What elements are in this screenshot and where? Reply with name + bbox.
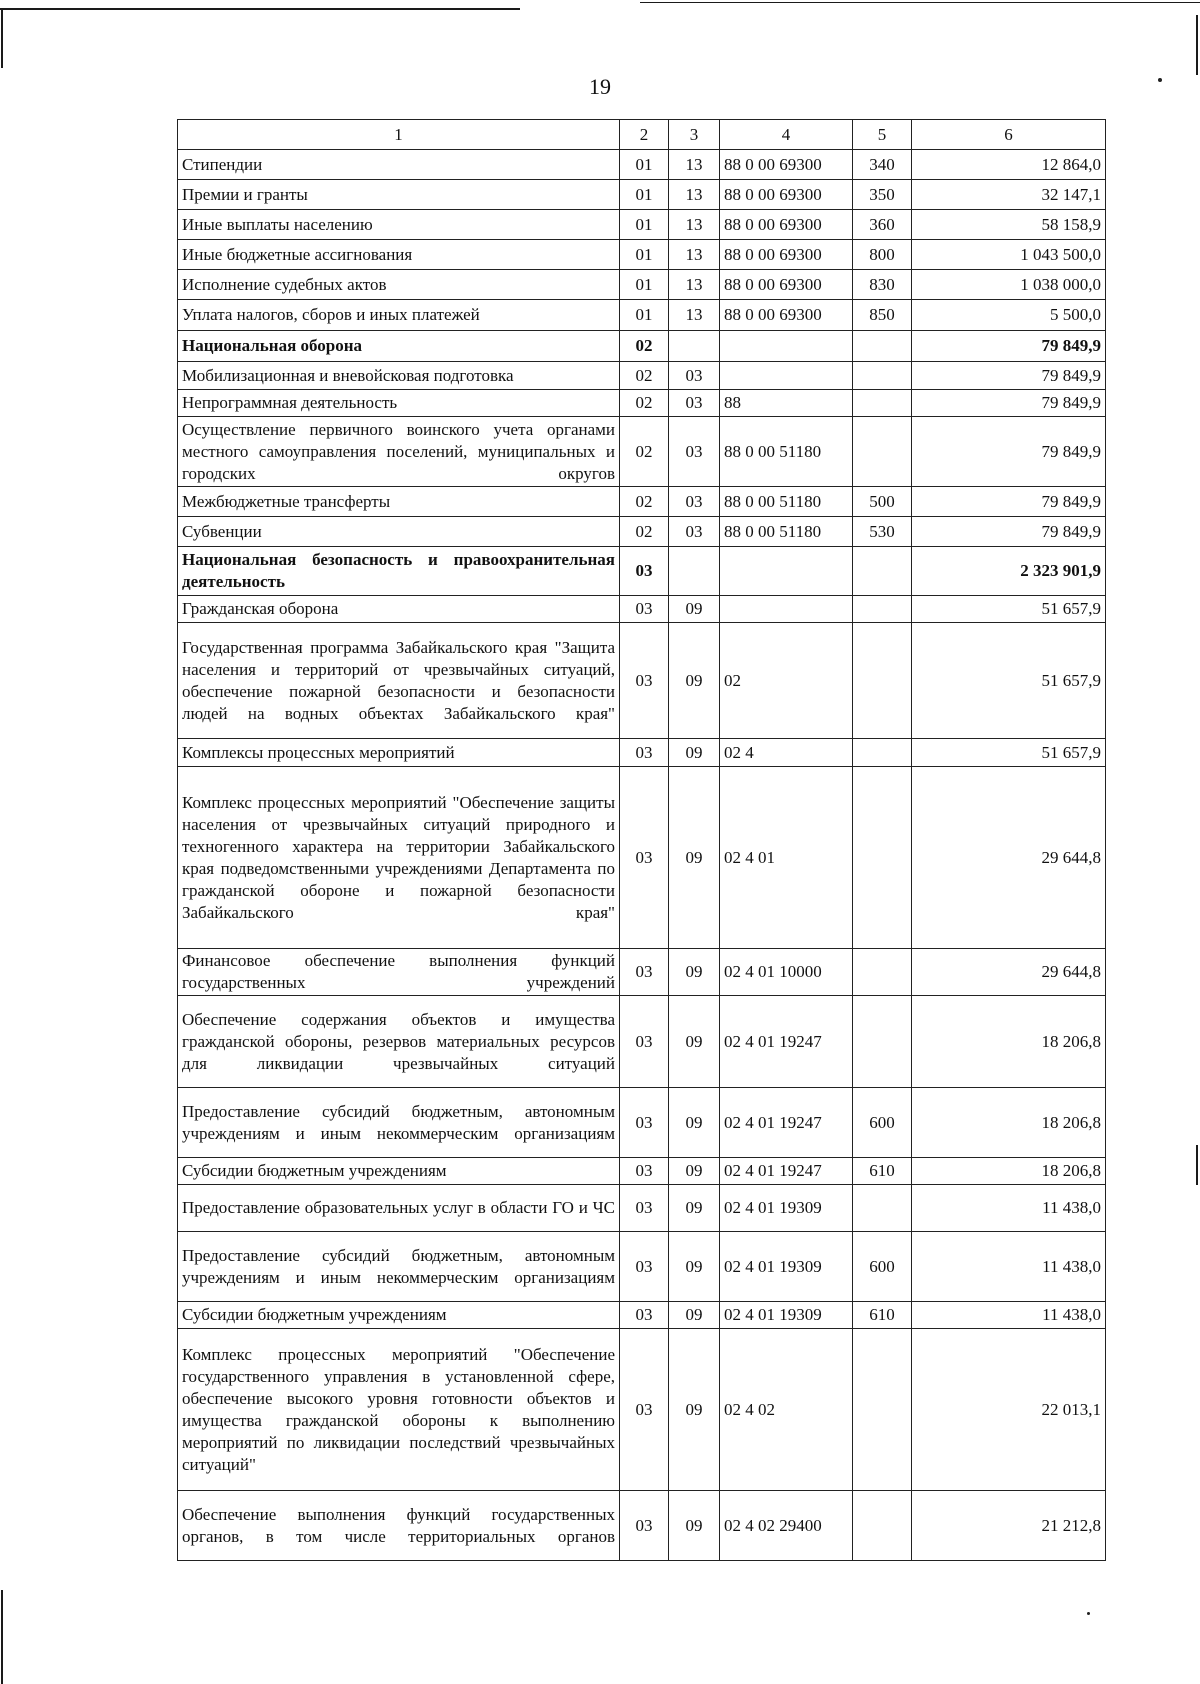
cell-amount: 51 657,9	[912, 623, 1106, 739]
cell-section: 02	[620, 517, 669, 547]
cell-expense-type	[853, 739, 912, 767]
table-row	[178, 517, 1106, 547]
cell-amount: 29 644,8	[912, 767, 1106, 949]
cell-expense-type	[853, 996, 912, 1088]
cell-target-code: 02 4 01 19247	[720, 996, 853, 1088]
cell-expense-type: 610	[853, 1302, 912, 1329]
cell-section: 03	[620, 1329, 669, 1491]
cell-target-code: 02 4 01	[720, 767, 853, 949]
cell-section: 01	[620, 180, 669, 210]
cell-section: 03	[620, 1185, 669, 1232]
column-header: 3	[669, 120, 720, 150]
cell-section: 03	[620, 1088, 669, 1158]
cell-amount: 11 438,0	[912, 1302, 1106, 1329]
row-name: Комплекс процессных мероприятий "Обеспечение государственного управления в установленной сфере, обеспечение высокого уровня готовности объектов и имущества гражданской обороны к выполнению мероприятий по ликвидации последствий чрезвычайных ситуаций"	[178, 1329, 620, 1491]
cell-subsection: 09	[669, 1185, 720, 1232]
cell-expense-type: 850	[853, 300, 912, 331]
column-header: 5	[853, 120, 912, 150]
cell-section: 03	[620, 1302, 669, 1329]
cell-target-code: 88	[720, 390, 853, 417]
row-name: Осуществление первичного воинского учета органами местного самоуправления поселений, муниципальных и городских округов	[178, 417, 620, 487]
cell-subsection: 03	[669, 517, 720, 547]
cell-target-code: 02 4 01 19247	[720, 1088, 853, 1158]
cell-target-code: 02 4 01 19309	[720, 1185, 853, 1232]
cell-section: 03	[620, 623, 669, 739]
cell-amount: 12 864,0	[912, 150, 1106, 180]
table-row	[178, 180, 1106, 210]
table-row	[178, 300, 1106, 331]
row-name: Исполнение судебных актов	[178, 270, 620, 300]
cell-expense-type	[853, 1329, 912, 1491]
cell-subsection: 13	[669, 180, 720, 210]
table-row	[178, 739, 1106, 767]
row-name: Непрограммная деятельность	[178, 390, 620, 417]
cell-amount: 79 849,9	[912, 390, 1106, 417]
cell-subsection: 09	[669, 1302, 720, 1329]
cell-section: 02	[620, 487, 669, 517]
cell-amount: 32 147,1	[912, 180, 1106, 210]
cell-target-code: 88 0 00 69300	[720, 180, 853, 210]
cell-amount: 21 212,8	[912, 1491, 1106, 1561]
cell-expense-type	[853, 547, 912, 596]
table-row	[178, 1329, 1106, 1491]
row-name: Финансовое обеспечение выполнения функций государственных учреждений	[178, 949, 620, 996]
cell-subsection: 03	[669, 487, 720, 517]
cell-subsection: 13	[669, 270, 720, 300]
cell-subsection: 09	[669, 1232, 720, 1302]
cell-section: 01	[620, 240, 669, 270]
cell-expense-type	[853, 949, 912, 996]
table-row	[178, 1302, 1106, 1329]
scan-speck	[1087, 1612, 1090, 1615]
cell-amount: 79 849,9	[912, 517, 1106, 547]
cell-amount: 11 438,0	[912, 1185, 1106, 1232]
cell-section: 02	[620, 417, 669, 487]
row-name: Предоставление субсидий бюджетным, автономным учреждениям и иным некоммерческим организациям	[178, 1088, 620, 1158]
row-name: Обеспечение содержания объектов и имущества гражданской обороны, резервов материальных ресурсов для ликвидации чрезвычайных ситуаций	[178, 996, 620, 1088]
cell-section: 01	[620, 150, 669, 180]
cell-section: 01	[620, 300, 669, 331]
cell-subsection: 09	[669, 596, 720, 623]
cell-section: 01	[620, 210, 669, 240]
row-name: Иные выплаты населению	[178, 210, 620, 240]
row-name: Субсидии бюджетным учреждениям	[178, 1302, 620, 1329]
cell-subsection: 03	[669, 390, 720, 417]
cell-section: 03	[620, 1491, 669, 1561]
cell-subsection: 09	[669, 949, 720, 996]
cell-expense-type	[853, 596, 912, 623]
cell-amount: 5 500,0	[912, 300, 1106, 331]
cell-section: 02	[620, 362, 669, 390]
row-name: Предоставление образовательных услуг в области ГО и ЧС	[178, 1185, 620, 1232]
scan-border-top-right	[640, 2, 1200, 3]
cell-subsection: 13	[669, 300, 720, 331]
cell-expense-type	[853, 623, 912, 739]
cell-expense-type	[853, 417, 912, 487]
cell-amount: 11 438,0	[912, 1232, 1106, 1302]
column-header: 2	[620, 120, 669, 150]
cell-target-code: 88 0 00 69300	[720, 300, 853, 331]
row-name: Комплексы процессных мероприятий	[178, 739, 620, 767]
table-row	[178, 1185, 1106, 1232]
table-row	[178, 596, 1106, 623]
cell-expense-type: 350	[853, 180, 912, 210]
row-name: Гражданская оборона	[178, 596, 620, 623]
table-row	[178, 1232, 1106, 1302]
cell-subsection: 09	[669, 767, 720, 949]
table-row	[178, 210, 1106, 240]
cell-amount: 22 013,1	[912, 1329, 1106, 1491]
cell-subsection: 13	[669, 240, 720, 270]
cell-expense-type: 530	[853, 517, 912, 547]
cell-amount: 1 043 500,0	[912, 240, 1106, 270]
cell-expense-type	[853, 390, 912, 417]
cell-expense-type: 610	[853, 1158, 912, 1185]
table-row-section	[178, 547, 1106, 596]
cell-subsection: 03	[669, 362, 720, 390]
table-row	[178, 150, 1106, 180]
table-row	[178, 1491, 1106, 1561]
cell-expense-type: 340	[853, 150, 912, 180]
row-name: Предоставление субсидий бюджетным, автономным учреждениям и иным некоммерческим организациям	[178, 1232, 620, 1302]
cell-subsection: 13	[669, 150, 720, 180]
cell-expense-type: 600	[853, 1232, 912, 1302]
cell-amount: 79 849,9	[912, 362, 1106, 390]
row-name: Национальная оборона	[178, 331, 620, 362]
cell-target-code	[720, 331, 853, 362]
table-header-row	[178, 120, 1106, 150]
cell-target-code: 88 0 00 51180	[720, 487, 853, 517]
cell-subsection: 03	[669, 417, 720, 487]
cell-subsection: 09	[669, 996, 720, 1088]
cell-section: 03	[620, 547, 669, 596]
column-header: 4	[720, 120, 853, 150]
scan-border-right-mid	[1196, 1145, 1198, 1185]
cell-subsection: 09	[669, 1158, 720, 1185]
cell-target-code: 02 4 02	[720, 1329, 853, 1491]
row-name: Обеспечение выполнения функций государственных органов, в том числе территориальных органов	[178, 1491, 620, 1561]
column-header: 6	[912, 120, 1106, 150]
scan-border-right	[1196, 15, 1198, 75]
cell-subsection: 09	[669, 1491, 720, 1561]
cell-target-code: 88 0 00 69300	[720, 240, 853, 270]
cell-section: 03	[620, 596, 669, 623]
scan-border-left	[1, 8, 3, 68]
table-row	[178, 1158, 1106, 1185]
column-header: 1	[178, 120, 620, 150]
cell-section: 03	[620, 949, 669, 996]
row-name: Мобилизационная и вневойсковая подготовка	[178, 362, 620, 390]
cell-section: 03	[620, 1158, 669, 1185]
cell-target-code	[720, 596, 853, 623]
cell-section: 02	[620, 390, 669, 417]
table-row	[178, 949, 1106, 996]
cell-expense-type	[853, 1185, 912, 1232]
cell-amount: 1 038 000,0	[912, 270, 1106, 300]
cell-subsection: 09	[669, 1088, 720, 1158]
cell-expense-type: 500	[853, 487, 912, 517]
row-name: Межбюджетные трансферты	[178, 487, 620, 517]
row-name: Комплекс процессных мероприятий "Обеспечение защиты населения от чрезвычайных ситуаций природного и техногенного характера на территории Забайкальского края подведомственными учреждениями Департамента по гражданской обороне и пожарной безопасности Забайкальского края"	[178, 767, 620, 949]
budget-table	[177, 119, 1106, 1561]
cell-subsection	[669, 331, 720, 362]
table-row	[178, 417, 1106, 487]
row-name: Государственная программа Забайкальского края "Защита населения и территорий от чрезвычайных ситуаций, обеспечение пожарной безопасности и безопасности людей на водных объектах Забайкальского края"	[178, 623, 620, 739]
cell-amount: 18 206,8	[912, 1088, 1106, 1158]
cell-expense-type: 830	[853, 270, 912, 300]
cell-amount: 2 323 901,9	[912, 547, 1106, 596]
cell-section: 01	[620, 270, 669, 300]
cell-subsection: 09	[669, 623, 720, 739]
row-name: Субвенции	[178, 517, 620, 547]
cell-amount: 79 849,9	[912, 331, 1106, 362]
table-row	[178, 767, 1106, 949]
cell-expense-type: 360	[853, 210, 912, 240]
cell-subsection: 09	[669, 739, 720, 767]
row-name: Стипендии	[178, 150, 620, 180]
cell-target-code: 02 4 02 29400	[720, 1491, 853, 1561]
table-row-section	[178, 331, 1106, 362]
cell-expense-type	[853, 767, 912, 949]
cell-subsection: 13	[669, 210, 720, 240]
cell-amount: 18 206,8	[912, 1158, 1106, 1185]
row-name: Уплата налогов, сборов и иных платежей	[178, 300, 620, 331]
row-name: Премии и гранты	[178, 180, 620, 210]
cell-target-code	[720, 547, 853, 596]
table-row	[178, 240, 1106, 270]
cell-expense-type	[853, 331, 912, 362]
cell-amount: 79 849,9	[912, 487, 1106, 517]
cell-target-code: 88 0 00 51180	[720, 417, 853, 487]
cell-subsection: 09	[669, 1329, 720, 1491]
cell-expense-type	[853, 1491, 912, 1561]
table-row	[178, 1088, 1106, 1158]
cell-section: 03	[620, 996, 669, 1088]
cell-amount: 18 206,8	[912, 996, 1106, 1088]
cell-section: 03	[620, 1232, 669, 1302]
cell-amount: 58 158,9	[912, 210, 1106, 240]
cell-target-code: 02	[720, 623, 853, 739]
cell-target-code: 88 0 00 69300	[720, 210, 853, 240]
table-row	[178, 623, 1106, 739]
cell-expense-type: 600	[853, 1088, 912, 1158]
cell-target-code	[720, 362, 853, 390]
cell-target-code: 02 4 01 19309	[720, 1232, 853, 1302]
cell-section: 02	[620, 331, 669, 362]
cell-amount: 79 849,9	[912, 417, 1106, 487]
cell-target-code: 02 4 01 10000	[720, 949, 853, 996]
table-row	[178, 362, 1106, 390]
cell-target-code: 02 4 01 19247	[720, 1158, 853, 1185]
cell-target-code: 02 4 01 19309	[720, 1302, 853, 1329]
cell-amount: 51 657,9	[912, 739, 1106, 767]
cell-expense-type	[853, 362, 912, 390]
cell-amount: 51 657,9	[912, 596, 1106, 623]
table-row	[178, 996, 1106, 1088]
scan-border-top	[0, 8, 520, 10]
cell-section: 03	[620, 739, 669, 767]
page-number: 19	[589, 74, 611, 99]
scan-border-left-lower	[1, 1590, 3, 1684]
cell-target-code: 88 0 00 69300	[720, 270, 853, 300]
row-name: Национальная безопасность и правоохранительная деятельность	[178, 547, 620, 596]
cell-target-code: 02 4	[720, 739, 853, 767]
cell-subsection	[669, 547, 720, 596]
cell-amount: 29 644,8	[912, 949, 1106, 996]
cell-target-code: 88 0 00 51180	[720, 517, 853, 547]
cell-target-code: 88 0 00 69300	[720, 150, 853, 180]
row-name: Иные бюджетные ассигнования	[178, 240, 620, 270]
cell-expense-type: 800	[853, 240, 912, 270]
table-row	[178, 270, 1106, 300]
table-row	[178, 390, 1106, 417]
row-name: Субсидии бюджетным учреждениям	[178, 1158, 620, 1185]
table-row	[178, 487, 1106, 517]
cell-section: 03	[620, 767, 669, 949]
